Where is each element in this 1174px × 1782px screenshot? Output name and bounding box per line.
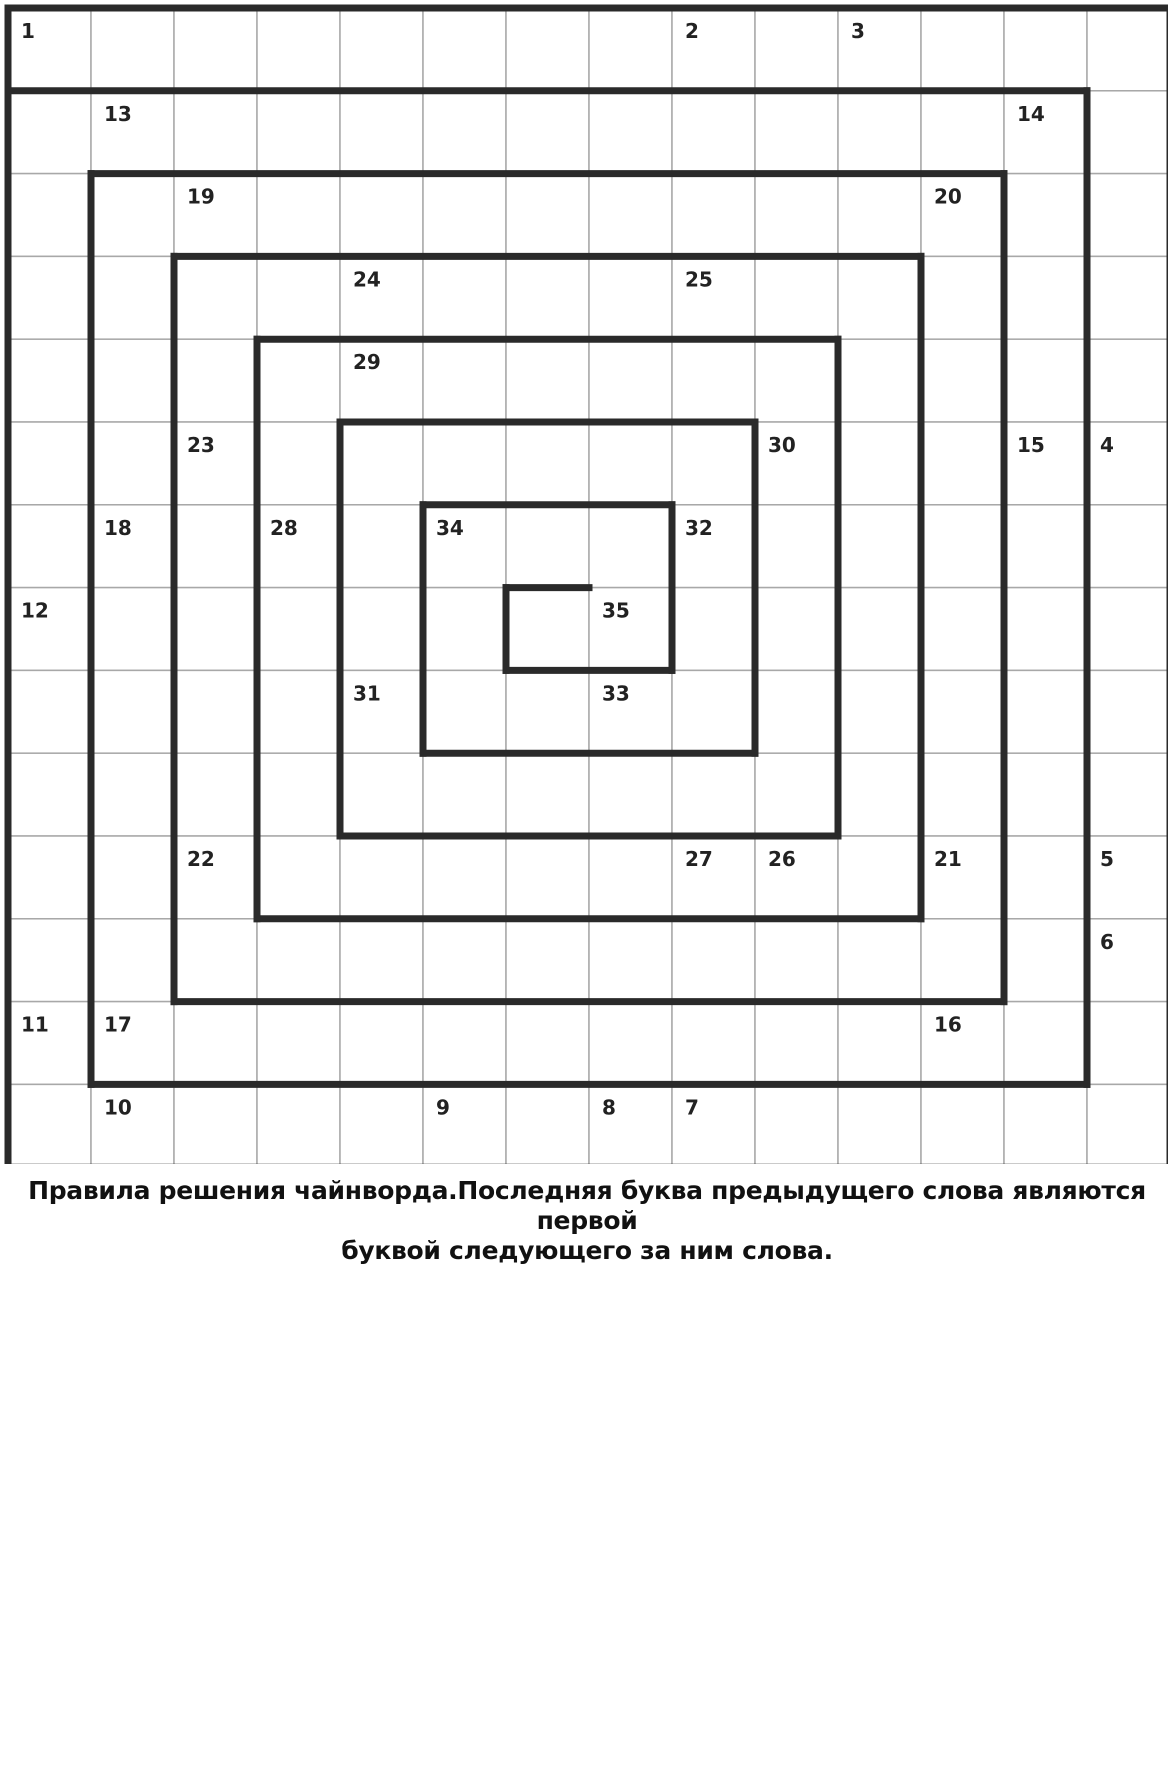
clue-number: 19 (187, 184, 215, 209)
grid-cell[interactable] (174, 588, 257, 671)
grid-cell[interactable] (921, 256, 1004, 339)
rules-text (0, 1176, 1174, 1266)
grid-cell[interactable] (1087, 505, 1168, 588)
grid-cell[interactable] (1004, 588, 1087, 671)
clue-number: 15 (1017, 433, 1045, 457)
grid-cell[interactable] (91, 836, 174, 919)
grid-cell[interactable] (91, 174, 174, 257)
clue-number: 9 (436, 1095, 450, 1120)
clue-number: 27 (685, 847, 713, 871)
clue-number: 8 (602, 1095, 616, 1120)
clue-number: 14 (1017, 101, 1045, 126)
grid-cell[interactable] (257, 1002, 340, 1085)
grid-cell[interactable] (257, 588, 340, 671)
grid-cell[interactable] (921, 753, 1004, 836)
grid-cell[interactable] (257, 670, 340, 753)
grid-cell[interactable] (755, 588, 838, 671)
clue-number: 11 (21, 1012, 49, 1037)
grid-cell[interactable] (1004, 8, 1087, 91)
grid-cell[interactable] (8, 505, 91, 588)
grid-cell[interactable] (1004, 1084, 1087, 1164)
grid-cell[interactable] (838, 588, 921, 671)
grid-cell[interactable] (423, 1002, 506, 1085)
grid-cell[interactable] (755, 339, 838, 422)
clue-number: 21 (934, 847, 962, 871)
grid-cell[interactable] (506, 919, 589, 1002)
grid-cell[interactable] (340, 753, 423, 836)
grid-cell[interactable] (8, 339, 91, 422)
clue-number: 28 (270, 515, 298, 540)
grid-cell[interactable] (755, 8, 838, 91)
grid-cell[interactable] (506, 422, 589, 505)
grid-cell[interactable] (91, 8, 174, 91)
grid-cell[interactable] (1004, 670, 1087, 753)
grid-cell[interactable] (755, 670, 838, 753)
chainword-grid (4, 4, 1168, 1164)
grid-cell[interactable] (589, 339, 672, 422)
grid-cell[interactable] (340, 422, 423, 505)
grid-cell[interactable] (340, 1084, 423, 1164)
grid-cell[interactable] (1004, 505, 1087, 588)
grid-cell[interactable] (340, 588, 423, 671)
grid-cell[interactable] (257, 91, 340, 174)
grid-cell[interactable] (91, 256, 174, 339)
grid-cell[interactable] (589, 836, 672, 919)
grid-cell[interactable] (838, 422, 921, 505)
grid-cell[interactable] (91, 588, 174, 671)
grid-cell[interactable] (838, 1002, 921, 1085)
grid-cell[interactable] (589, 174, 672, 257)
clue-number: 17 (104, 1012, 132, 1037)
grid-cell[interactable] (921, 1084, 1004, 1164)
grid-cell[interactable] (174, 91, 257, 174)
grid-cell[interactable] (340, 8, 423, 91)
grid-cell[interactable] (672, 753, 755, 836)
grid-cell[interactable] (589, 91, 672, 174)
grid-cell[interactable] (8, 422, 91, 505)
grid-cell[interactable] (506, 1084, 589, 1164)
clue-number: 7 (685, 1095, 699, 1120)
grid-cell[interactable] (838, 670, 921, 753)
grid-cell[interactable] (589, 256, 672, 339)
grid-cell[interactable] (1087, 91, 1168, 174)
grid-cell[interactable] (755, 919, 838, 1002)
grid-cell[interactable] (257, 422, 340, 505)
grid-cell[interactable] (506, 1002, 589, 1085)
grid-cell[interactable] (838, 919, 921, 1002)
grid-cell[interactable] (755, 91, 838, 174)
grid-cell[interactable] (1087, 670, 1168, 753)
grid-cell[interactable] (340, 1002, 423, 1085)
grid-cell[interactable] (672, 174, 755, 257)
grid-cell[interactable] (1004, 1002, 1087, 1085)
clue-number: 33 (602, 681, 630, 706)
clue-number: 35 (602, 598, 630, 623)
grid-cell[interactable] (91, 670, 174, 753)
grid-cell[interactable] (838, 1084, 921, 1164)
grid-cell[interactable] (506, 339, 589, 422)
grid-cell[interactable] (506, 836, 589, 919)
grid-cell[interactable] (838, 753, 921, 836)
clue-number: 12 (21, 598, 49, 623)
grid-cell[interactable] (921, 422, 1004, 505)
rules-line-1: Правила решения чайнворда.Последняя буква предыдущего слова являются первой (28, 1176, 1146, 1235)
grid-cell[interactable] (589, 8, 672, 91)
grid-cell[interactable] (672, 1002, 755, 1085)
grid-cell[interactable] (423, 919, 506, 1002)
grid-cell[interactable] (1087, 174, 1168, 257)
grid-cell[interactable] (838, 836, 921, 919)
clue-number: 29 (353, 350, 381, 375)
grid-cell[interactable] (1087, 588, 1168, 671)
grid-cell[interactable] (174, 256, 257, 339)
grid-cell[interactable] (1004, 256, 1087, 339)
grid-cell[interactable] (506, 505, 589, 588)
grid-cell[interactable] (174, 505, 257, 588)
grid-cell[interactable] (1087, 339, 1168, 422)
grid-cell[interactable] (755, 1084, 838, 1164)
grid-cell[interactable] (921, 670, 1004, 753)
grid-cell[interactable] (838, 174, 921, 257)
grid-cell[interactable] (174, 8, 257, 91)
clue-number: 4 (1100, 433, 1114, 457)
grid-cell[interactable] (423, 588, 506, 671)
grid-cell[interactable] (838, 91, 921, 174)
grid-cell[interactable] (257, 1084, 340, 1164)
grid-cell[interactable] (340, 505, 423, 588)
grid-cell[interactable] (1004, 836, 1087, 919)
grid-cell[interactable] (257, 256, 340, 339)
grid-cell[interactable] (672, 91, 755, 174)
clue-number: 16 (934, 1012, 962, 1037)
grid-cell[interactable] (672, 919, 755, 1002)
grid-cell[interactable] (8, 836, 91, 919)
grid-cell[interactable] (1004, 339, 1087, 422)
grid-cell[interactable] (921, 339, 1004, 422)
clue-number: 25 (685, 267, 713, 292)
grid-cell[interactable] (589, 753, 672, 836)
grid-cell[interactable] (921, 919, 1004, 1002)
grid-cell[interactable] (1004, 753, 1087, 836)
grid-cell[interactable] (838, 256, 921, 339)
grid-cell[interactable] (8, 670, 91, 753)
grid-cell[interactable] (921, 588, 1004, 671)
grid-cell[interactable] (423, 422, 506, 505)
grid-cell[interactable] (174, 919, 257, 1002)
grid-cell[interactable] (423, 339, 506, 422)
grid-cell[interactable] (1004, 919, 1087, 1002)
grid-cell[interactable] (755, 256, 838, 339)
clue-number: 3 (851, 19, 865, 43)
grid-cell[interactable] (340, 174, 423, 257)
clue-number: 20 (934, 184, 962, 209)
grid-cell[interactable] (423, 174, 506, 257)
grid-cell[interactable] (506, 753, 589, 836)
grid-cell[interactable] (1087, 256, 1168, 339)
grid-cell[interactable] (423, 91, 506, 174)
grid-cell[interactable] (672, 588, 755, 671)
clue-number: 22 (187, 847, 215, 871)
clue-number: 5 (1100, 847, 1114, 871)
grid-cell[interactable] (8, 174, 91, 257)
grid-cell[interactable] (91, 919, 174, 1002)
grid-cell[interactable] (589, 919, 672, 1002)
grid-cell[interactable] (1087, 753, 1168, 836)
grid-cell[interactable] (8, 91, 91, 174)
grid-cell[interactable] (506, 91, 589, 174)
grid-cell[interactable] (755, 1002, 838, 1085)
grid-cell[interactable] (1087, 1084, 1168, 1164)
grid-cell[interactable] (589, 1002, 672, 1085)
grid-cell[interactable] (506, 588, 589, 671)
grid-cell[interactable] (8, 256, 91, 339)
grid-cell[interactable] (589, 422, 672, 505)
grid-cell[interactable] (921, 8, 1004, 91)
grid-cell[interactable] (174, 753, 257, 836)
grid-cell[interactable] (174, 339, 257, 422)
grid-cell[interactable] (257, 339, 340, 422)
grid-cell[interactable] (423, 8, 506, 91)
grid-cell[interactable] (257, 8, 340, 91)
grid-cell[interactable] (755, 753, 838, 836)
grid-cell[interactable] (1004, 174, 1087, 257)
grid-cell[interactable] (423, 753, 506, 836)
grid-cell[interactable] (423, 256, 506, 339)
grid-cell[interactable] (1087, 1002, 1168, 1085)
grid-cell[interactable] (8, 1084, 91, 1164)
grid-cell[interactable] (506, 670, 589, 753)
clue-number: 13 (104, 101, 132, 126)
clue-number: 34 (436, 515, 464, 540)
grid-cell[interactable] (506, 256, 589, 339)
clue-number: 24 (353, 267, 381, 292)
clue-number: 31 (353, 681, 381, 706)
grid-cell[interactable] (91, 339, 174, 422)
grid-cell[interactable] (672, 339, 755, 422)
grid-cell[interactable] (91, 753, 174, 836)
clue-number: 23 (187, 433, 215, 457)
rules-line-2: буквой следующего за ним слова. (341, 1236, 833, 1265)
clue-number: 1 (21, 19, 35, 43)
grid-cell[interactable] (838, 339, 921, 422)
grid-cell[interactable] (257, 919, 340, 1002)
grid-cell[interactable] (91, 422, 174, 505)
clue-number: 2 (685, 19, 699, 43)
grid-cell[interactable] (423, 670, 506, 753)
clue-number: 32 (685, 515, 713, 540)
grid-cell[interactable] (257, 836, 340, 919)
grid-cell[interactable] (589, 505, 672, 588)
grid-cell[interactable] (921, 505, 1004, 588)
grid-cell[interactable] (672, 670, 755, 753)
grid-cell[interactable] (1087, 8, 1168, 91)
clue-number: 26 (768, 847, 796, 871)
grid-cell[interactable] (8, 919, 91, 1002)
grid-cell[interactable] (838, 505, 921, 588)
grid-cell[interactable] (174, 670, 257, 753)
grid-cell[interactable] (340, 919, 423, 1002)
grid-cell[interactable] (921, 91, 1004, 174)
grid-cell[interactable] (174, 1084, 257, 1164)
clue-number: 10 (104, 1095, 132, 1120)
grid-cell[interactable] (672, 422, 755, 505)
grid-cell[interactable] (174, 1002, 257, 1085)
grid-cell[interactable] (340, 836, 423, 919)
grid-cell[interactable] (423, 836, 506, 919)
grid-cell[interactable] (755, 505, 838, 588)
grid-cell[interactable] (257, 753, 340, 836)
grid-cell[interactable] (340, 91, 423, 174)
grid-cell[interactable] (8, 753, 91, 836)
clue-number: 6 (1100, 929, 1114, 954)
clue-number: 30 (768, 433, 796, 457)
grid-cell[interactable] (506, 174, 589, 257)
grid-cell[interactable] (257, 174, 340, 257)
grid-cell[interactable] (506, 8, 589, 91)
clue-number: 18 (104, 515, 132, 540)
grid-cell[interactable] (755, 174, 838, 257)
